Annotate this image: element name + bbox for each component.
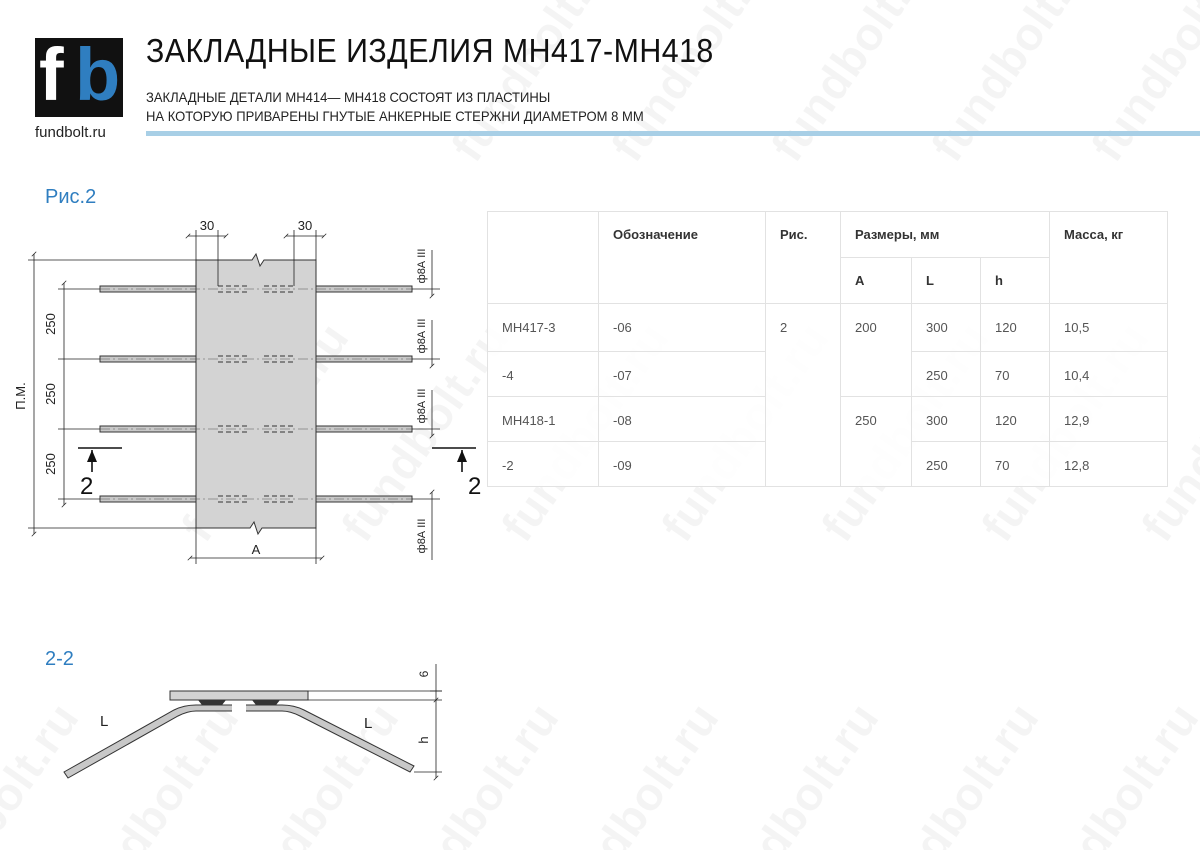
plan-drawing	[0, 210, 500, 590]
watermark-text	[540, 692, 730, 850]
dim-top-left: 30	[199, 218, 215, 233]
watermark-text	[600, 0, 790, 171]
page-title: ЗАКЛАДНЫЕ ИЗДЕЛИЯ МН417-МН418	[146, 32, 714, 69]
cell-h: 120	[981, 397, 1050, 442]
watermark-text	[760, 0, 950, 171]
cell-mark: -4	[488, 352, 599, 397]
fundbolt-logo[interactable]	[35, 33, 123, 117]
page-subtitle	[146, 88, 644, 126]
weld-left	[198, 700, 226, 705]
watermark-text	[440, 0, 630, 171]
bent-rod-right	[246, 705, 414, 772]
logo-letter-b: b	[75, 33, 121, 116]
dim-width-a: A	[251, 542, 261, 557]
dim-height: h	[416, 736, 431, 744]
section-drawing	[0, 650, 480, 800]
cell-mass: 10,4	[1050, 352, 1168, 397]
logo-caption: fundbolt.ru	[35, 124, 106, 141]
dim-length-right: L	[364, 715, 373, 732]
cell-mark: МН418-1	[488, 397, 599, 442]
rod-label-3: ф8А III	[416, 388, 428, 424]
watermark-text	[700, 692, 890, 850]
embed-plate	[196, 254, 316, 534]
bent-rod-left	[64, 705, 232, 778]
cell-l: 300	[912, 397, 981, 442]
dim-row-2: 250	[43, 383, 58, 405]
logo-letter-f: f	[39, 33, 64, 116]
header-fig: Рис.	[766, 212, 841, 304]
section-plate	[170, 691, 308, 700]
rod-label-1: ф8А III	[416, 248, 428, 284]
cell-designation: -09	[599, 442, 766, 487]
section-mark-right: 2	[468, 473, 482, 500]
cell-fig: 2	[766, 304, 841, 487]
watermark-text	[1180, 692, 1200, 850]
rod-label-4: ф8А III	[416, 518, 428, 554]
subtitle-line-2: НА КОТОРУЮ ПРИВАРЕНЫ ГНУТЫЕ АНКЕРНЫЕ СТЕРЖНИ ДИАМЕТРОМ 8 ММ	[146, 108, 644, 124]
section-label: 2-2	[45, 648, 74, 670]
watermark-text	[920, 0, 1110, 171]
cell-a: 200	[841, 304, 912, 397]
cell-designation: -08	[599, 397, 766, 442]
dim-pm: П.М.	[13, 382, 28, 410]
header-rule	[146, 131, 1200, 136]
cell-l: 300	[912, 304, 981, 352]
cell-designation: -07	[599, 352, 766, 397]
cell-l: 250	[912, 442, 981, 487]
cell-mass: 10,5	[1050, 304, 1168, 352]
cell-a: 250	[841, 397, 912, 487]
table-row	[488, 304, 1168, 352]
cell-mass: 12,8	[1050, 442, 1168, 487]
cell-h: 70	[981, 352, 1050, 397]
cell-mark: МН417-3	[488, 304, 599, 352]
weld-right	[252, 700, 280, 705]
dim-thickness: 6	[417, 670, 431, 678]
cell-h: 120	[981, 304, 1050, 352]
cell-l: 250	[912, 352, 981, 397]
cell-h: 70	[981, 442, 1050, 487]
watermark-text	[860, 692, 1050, 850]
dim-row-3: 250	[43, 453, 58, 475]
header-a: A	[841, 258, 912, 304]
watermark-text	[1020, 692, 1200, 850]
section-mark-left: 2	[80, 473, 94, 500]
header-h: h	[981, 258, 1050, 304]
cell-designation: -06	[599, 304, 766, 352]
dim-top-right: 30	[297, 218, 313, 233]
watermark-text	[1080, 0, 1200, 171]
header-l: L	[912, 258, 981, 304]
header-designation: Обозначение	[599, 212, 766, 304]
dim-row-1: 250	[43, 313, 58, 335]
figure-label: Рис.2	[45, 186, 97, 208]
header-blank	[488, 212, 599, 304]
rod-label-2: ф8А III	[416, 318, 428, 354]
cell-mark: -2	[488, 442, 599, 487]
header-sizes: Размеры, мм	[841, 212, 1050, 258]
spec-table	[487, 211, 1168, 487]
cell-mass: 12,9	[1050, 397, 1168, 442]
subtitle-line-1: ЗАКЛАДНЫЕ ДЕТАЛИ МН414— МН418 СОСТОЯТ ИЗ ПЛАСТИНЫ	[146, 89, 551, 105]
dim-length-left: L	[100, 713, 109, 730]
header-mass: Масса, кг	[1050, 212, 1168, 304]
